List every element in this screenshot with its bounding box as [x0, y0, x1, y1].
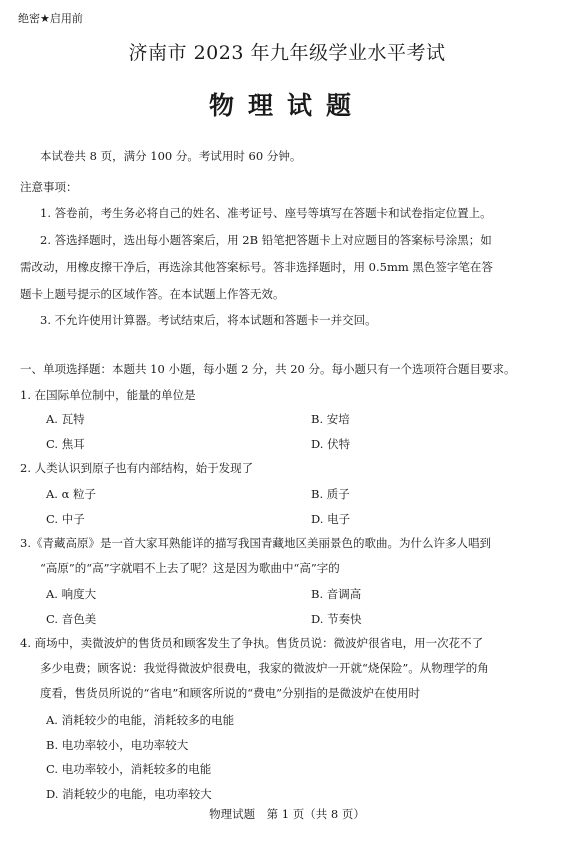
question-stem: “高原”的“高”字就唱不上去了呢？这是因为歌曲中“高”字的 — [40, 561, 340, 575]
option-a[interactable]: A. α 粒子 — [46, 487, 97, 501]
section-heading: 一、单项选择题：本题共 10 小题，每小题 2 分，共 20 分。每小题只有一个选项符合题目要求。 — [20, 362, 516, 376]
subject-title: 物理试题 — [208, 91, 365, 120]
option-b[interactable]: B. 音调高 — [311, 587, 362, 601]
question-stem: 1. 在国际单位制中，能量的单位是 — [20, 388, 196, 402]
question-stem: 3.《青藏高原》是一首大家耳熟能详的描写我国青藏地区美丽景色的歌曲。为什么许多人唱到 — [20, 536, 491, 550]
option-b[interactable]: B. 电功率较小，电功率较大 — [46, 738, 189, 752]
option-b[interactable]: B. 安培 — [311, 412, 350, 426]
option-d[interactable]: D. 节奏快 — [311, 612, 362, 626]
question-stem: 2. 人类认识到原子也有内部结构，始于发现了 — [20, 461, 254, 475]
question-stem: 4. 商场中，卖微波炉的售货员和顾客发生了争执。售货员说：微波炉很省电，用一次花不了 — [20, 636, 484, 650]
option-a[interactable]: A. 消耗较少的电能，消耗较多的电能 — [46, 713, 235, 727]
intro-text: 本试卷共 8 页，满分 100 分。考试用时 60 分钟。 — [40, 149, 302, 163]
option-c[interactable]: C. 中子 — [46, 512, 85, 526]
option-d[interactable]: D. 伏特 — [311, 437, 351, 451]
option-c[interactable]: C. 电功率较小，消耗较多的电能 — [46, 762, 212, 776]
notes-item: 题卡上题号提示的区域作答。在本试题上作答无效。 — [20, 287, 285, 301]
option-c[interactable]: C. 音色美 — [46, 612, 97, 626]
notes-item: 3. 不允许使用计算器。考试结束后，将本试题和答题卡一并交回。 — [40, 313, 377, 327]
secret-mark: 绝密★启用前 — [18, 12, 83, 25]
option-c[interactable]: C. 焦耳 — [46, 437, 85, 451]
option-d[interactable]: D. 消耗较少的电能，电功率较大 — [46, 787, 212, 801]
notes-item: 需改动，用橡皮擦干净后，再选涂其他答案标号。答非选择题时，用 0.5mm 黑色签字笔在答 — [20, 260, 493, 274]
page-footer: 物理试题 第 1 页（共 8 页） — [209, 807, 365, 821]
option-a[interactable]: A. 响度大 — [46, 587, 97, 601]
notes-item: 2. 答选择题时，选出每小题答案后，用 2B 铅笔把答题卡上对应题目的答案标号涂黑；如 — [40, 233, 492, 247]
notes-item: 1. 答卷前，考生务必将自己的姓名、准考证号、座号等填写在答题卡和试卷指定位置上。 — [40, 206, 492, 220]
option-b[interactable]: B. 质子 — [311, 487, 350, 501]
option-a[interactable]: A. 瓦特 — [46, 412, 85, 426]
notes-title: 注意事项： — [20, 180, 78, 194]
exam-title: 济南市 2023 年九年级学业水平考试 — [128, 42, 446, 64]
option-d[interactable]: D. 电子 — [311, 512, 351, 526]
question-stem: 度看，售货员所说的“省电”和顾客所说的“费电”分别指的是微波炉在使用时 — [40, 686, 421, 700]
question-stem: 多少电费；顾客说：我觉得微波炉很费电，我家的微波炉一开就“烧保险”。从物理学的角 — [40, 661, 489, 675]
